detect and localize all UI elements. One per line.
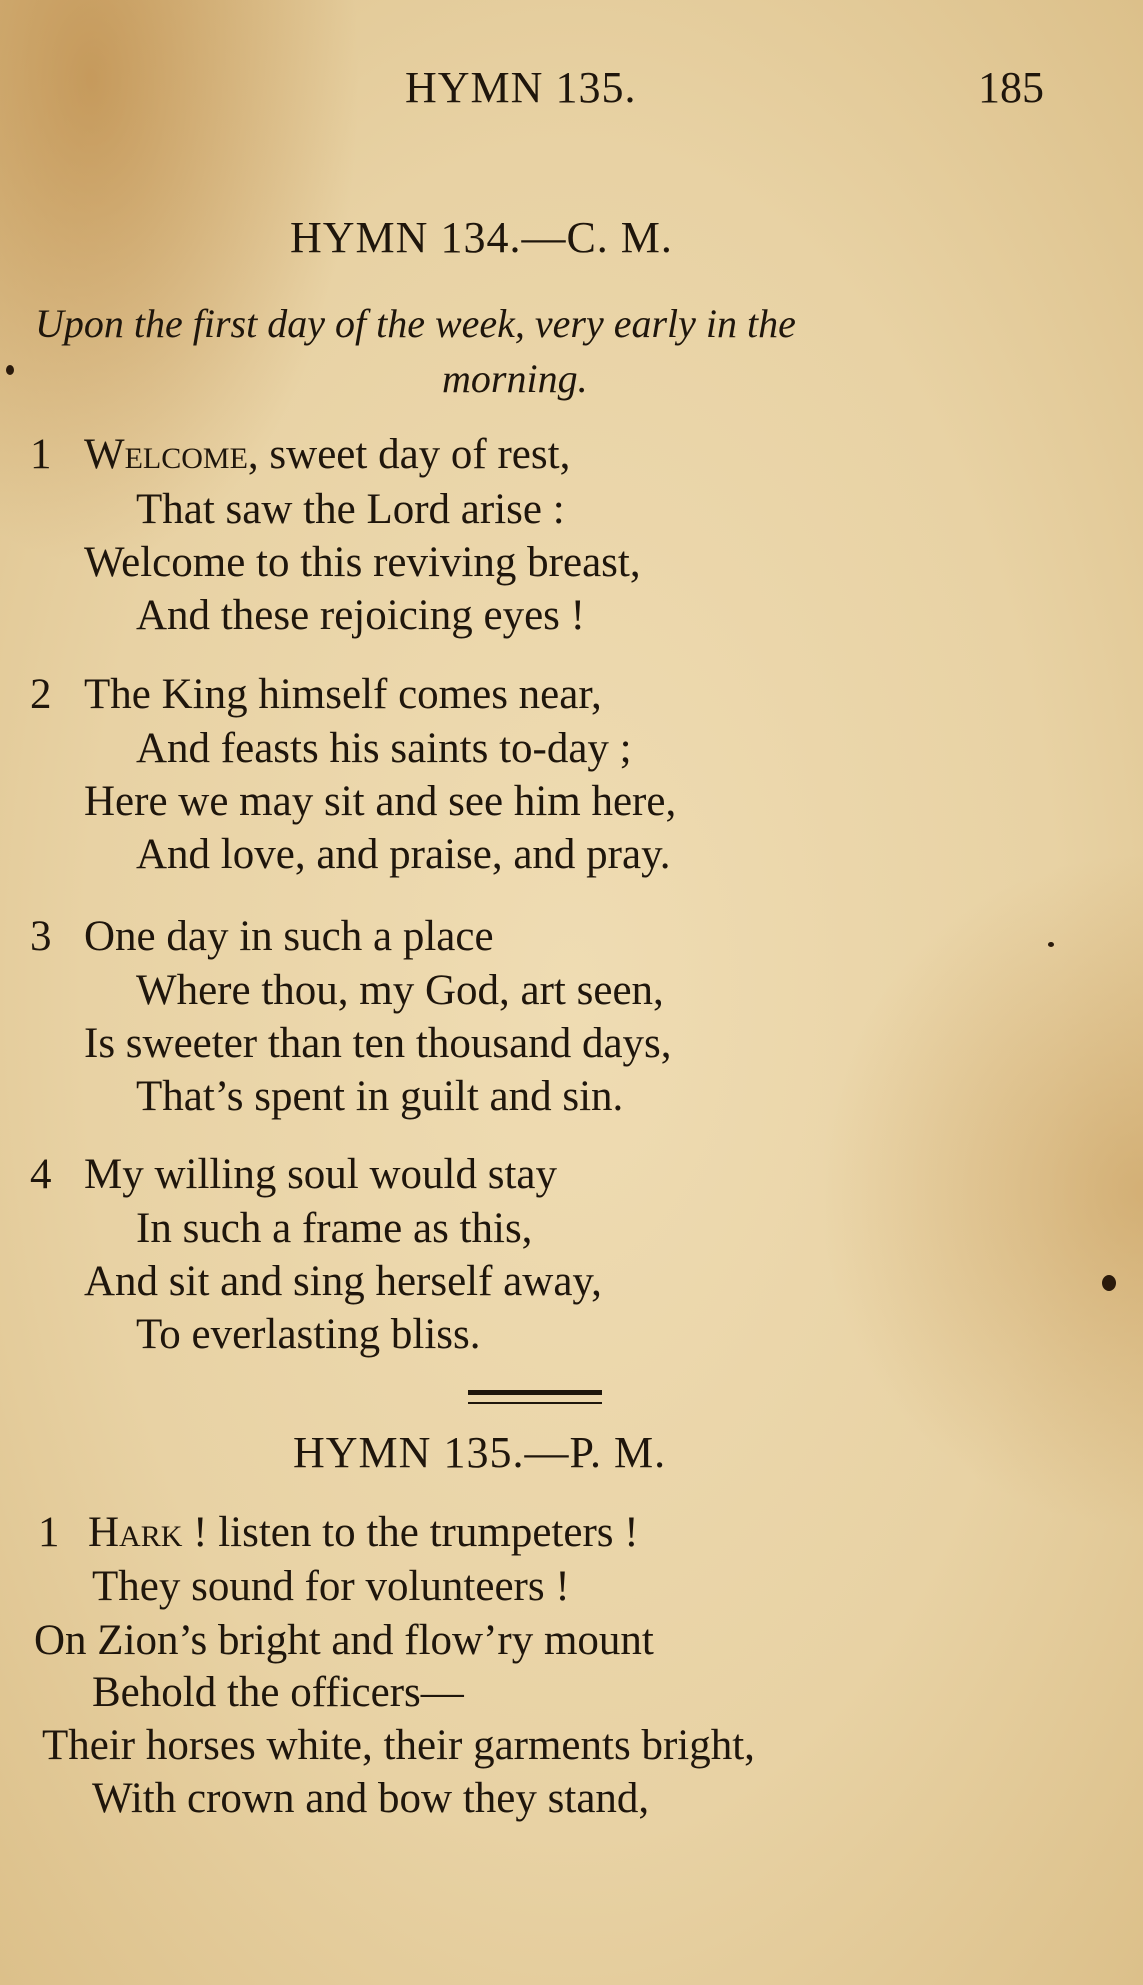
ink-speck xyxy=(1048,942,1054,947)
page-number: 185 xyxy=(978,63,1044,112)
verse-line: Their horses white, their garments bright, xyxy=(42,1722,755,1769)
verse-first-line-rest: ! listen to the trumpeters ! xyxy=(182,1509,639,1556)
verse-line: In such a frame as this, xyxy=(136,1205,533,1252)
verse-line: And these rejoicing eyes ! xyxy=(136,592,585,639)
verse-number: 4 xyxy=(30,1151,52,1198)
verse-number: 1 xyxy=(38,1509,60,1556)
verse-line: Behold the officers— xyxy=(92,1669,464,1716)
verse-line xyxy=(84,430,570,479)
hymn-134-title: HYMN 134.—C. M. xyxy=(290,213,673,262)
verse-number: 1 xyxy=(30,431,52,478)
hymn-134-subtitle-line-2: morning. xyxy=(442,356,588,401)
hymn-135-title: HYMN 135.—P. M. xyxy=(293,1428,667,1477)
verse-first-word: Hark xyxy=(88,1509,183,1556)
verse-line: That saw the Lord arise : xyxy=(136,486,565,533)
verse-line: Is sweeter than ten thousand days, xyxy=(84,1020,672,1067)
verse-line: Where thou, my God, art seen, xyxy=(136,967,664,1014)
verse-first-line-rest: , sweet day of rest, xyxy=(247,431,571,478)
verse-line: And love, and praise, and pray. xyxy=(136,831,671,878)
verse-line: They sound for volunteers ! xyxy=(92,1563,570,1610)
section-divider xyxy=(468,1390,602,1395)
verse-first-word: Welcome xyxy=(84,431,248,478)
verse-number: 3 xyxy=(30,913,52,960)
verse-line: And feasts his saints to-day ; xyxy=(136,725,632,772)
verse-line: And sit and sing herself away, xyxy=(84,1258,602,1305)
section-divider-thin xyxy=(468,1402,602,1404)
verse-line xyxy=(88,1508,639,1557)
verse-line: With crown and bow they stand, xyxy=(92,1775,650,1822)
hymn-134-subtitle-line-1: Upon the first day of the week, very early in the xyxy=(35,301,796,346)
verse-line: Welcome to this reviving breast, xyxy=(84,539,641,586)
verse-line: My willing soul would stay xyxy=(84,1151,558,1198)
verse-line: To everlasting bliss. xyxy=(136,1311,481,1358)
verse-line: Here we may sit and see him here, xyxy=(84,778,677,825)
verse-line: The King himself comes near, xyxy=(84,671,602,718)
verse-line: On Zion’s bright and flow’ry mount xyxy=(34,1617,654,1664)
verse-line: One day in such a place xyxy=(84,913,494,960)
running-head: HYMN 135. xyxy=(405,63,637,112)
ink-speck xyxy=(1102,1275,1116,1291)
ink-speck xyxy=(6,365,14,375)
verse-number: 2 xyxy=(30,671,52,718)
verse-line: That’s spent in guilt and sin. xyxy=(136,1073,624,1120)
